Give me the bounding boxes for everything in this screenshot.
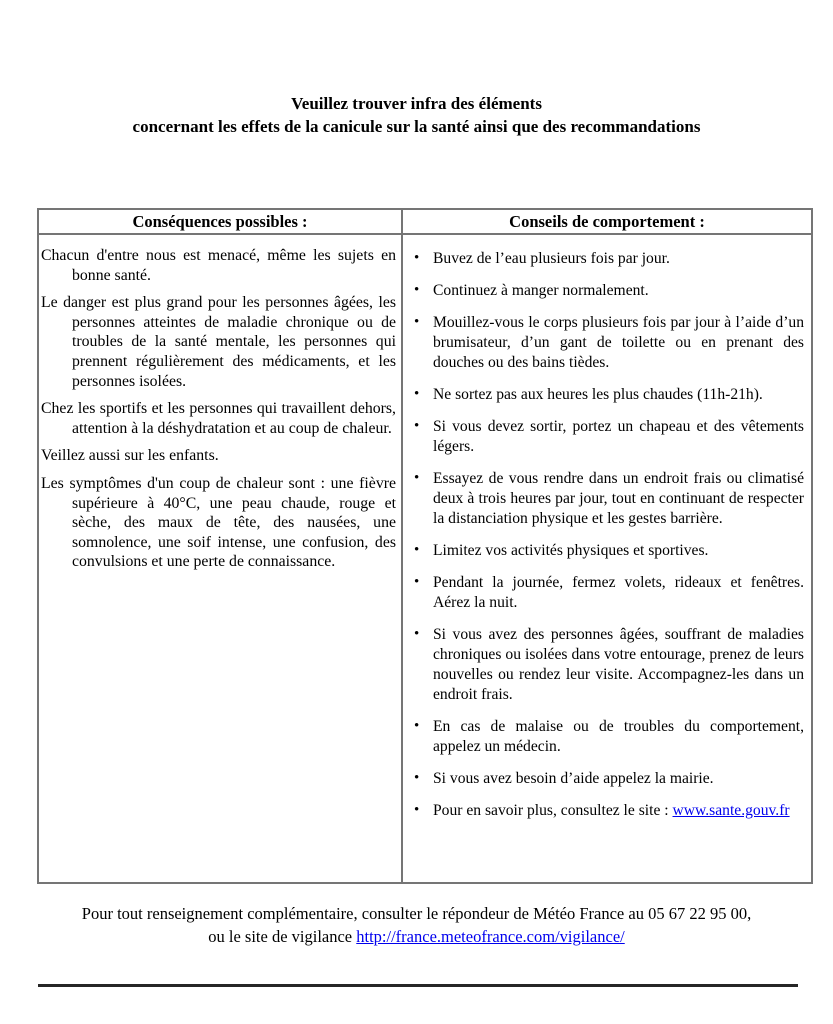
advice-item [403,417,804,457]
bullet-icon: • [414,770,420,786]
advice-item-text: Si vous devez sortir, portez un chapeau et des vêtements légers. [433,418,804,455]
advice-item-text: Si vous avez besoin d’aide appelez la mairie. [433,770,714,787]
bullet-icon: • [414,626,420,642]
bullet-icon: • [414,802,420,818]
consequences-column [39,210,401,882]
conseils-header: Conseils de comportement : [403,210,811,235]
advice-table [37,208,813,884]
advice-item-text: Ne sortez pas aux heures les plus chaudes (11h-21h). [433,386,763,403]
advice-item-text: Si vous avez des personnes âgées, souffrant de maladies chroniques ou isolées dans votre entourage, prenez de leurs nouvelles ou rendez leur visite. Accompagnez-les dans un endroit frais. [433,626,804,703]
advice-item-text: Pendant la journée, fermez volets, rideaux et fenêtres. Aérez la nuit. [433,574,804,611]
advice-item [403,625,804,705]
bullet-icon: • [414,470,420,486]
advice-item-text: Limitez vos activités physiques et sportives. [433,542,709,559]
consequence-paragraph: Les symptômes d'un coup de chaleur sont : une fièvre supérieure à 40°C, une peau chaude, rouge et sèche, des maux de tête, des nausées, une somnolence, une soif intense, une confusion, des convulsions et une perte de connaissance. [41,474,396,571]
document-title-line1: Veuillez trouver infra des éléments [291,94,542,113]
advice-item [403,717,804,757]
footer-line1: Pour tout renseignement complémentaire, consulter le répondeur de Météo France au 05 67 22 95 00, [81,904,752,923]
footer-line2-prefix: ou le site de vigilance [208,926,357,946]
advice-list [403,249,804,821]
bullet-icon: • [414,418,420,434]
advice-item [403,249,804,269]
bullet-icon: • [414,386,420,402]
advice-item-text: En cas de malaise ou de troubles du comportement, appelez un médecin. [433,718,804,755]
consequence-paragraph: Chacun d'entre nous est menacé, même les sujets en bonne santé. [41,247,396,284]
advice-item [403,573,804,613]
consequences-header: Conséquences possibles : [39,210,401,235]
footer-line2 [0,926,833,949]
bullet-icon: • [414,718,420,734]
advice-item [403,469,804,529]
footer-note [0,903,833,948]
advice-item-text: Continuez à manger normalement. [433,282,649,299]
sante-gouv-link[interactable]: www.sante.gouv.fr [672,802,790,819]
advice-item-text: Buvez de l’eau plusieurs fois par jour. [433,250,670,267]
bullet-icon: • [414,314,420,330]
bullet-icon: • [414,574,420,590]
bullet-icon: • [414,542,420,558]
advice-item-text: Essayez de vous rendre dans un endroit frais ou climatisé deux à trois heures par jour, tout en continuant de respecter la distanciation physique et les gestes barrière. [433,470,804,527]
consequence-paragraph: Le danger est plus grand pour les personnes âgées, les personnes atteintes de maladie chronique ou de troubles de la santé mentale, les personnes qui prennent régulièrement des médicaments, et les personnes isolées. [41,294,396,390]
advice-item [403,385,804,405]
consequences-body [39,235,401,580]
vigilance-link[interactable]: http://france.meteofrance.com/vigilance/ [356,926,625,946]
advice-item [403,541,804,561]
bullet-icon: • [414,282,420,298]
consequence-paragraph: Veillez aussi sur les enfants. [41,447,219,465]
document-title-line2: concernant les effets de la canicule sur la santé ainsi que des recommandations [132,116,701,136]
consequence-paragraph: Chez les sportifs et les personnes qui travaillent dehors, attention à la déshydratation et au coup de chaleur. [41,400,396,437]
advice-item-text: Pour en savoir plus, consultez le site : [433,802,669,819]
document-title [0,93,833,138]
advice-item [403,801,804,821]
conseils-column [401,210,811,882]
conseils-body [403,235,811,833]
advice-item [403,281,804,301]
advice-item [403,313,804,373]
bullet-icon: • [414,250,420,266]
horizontal-rule [38,984,798,987]
advice-item-text: Mouillez-vous le corps plusieurs fois par jour à l’aide d’un brumisateur, d’un gant de toilette ou en prenant des douches ou des bains tièdes. [433,314,804,371]
advice-item [403,769,804,789]
